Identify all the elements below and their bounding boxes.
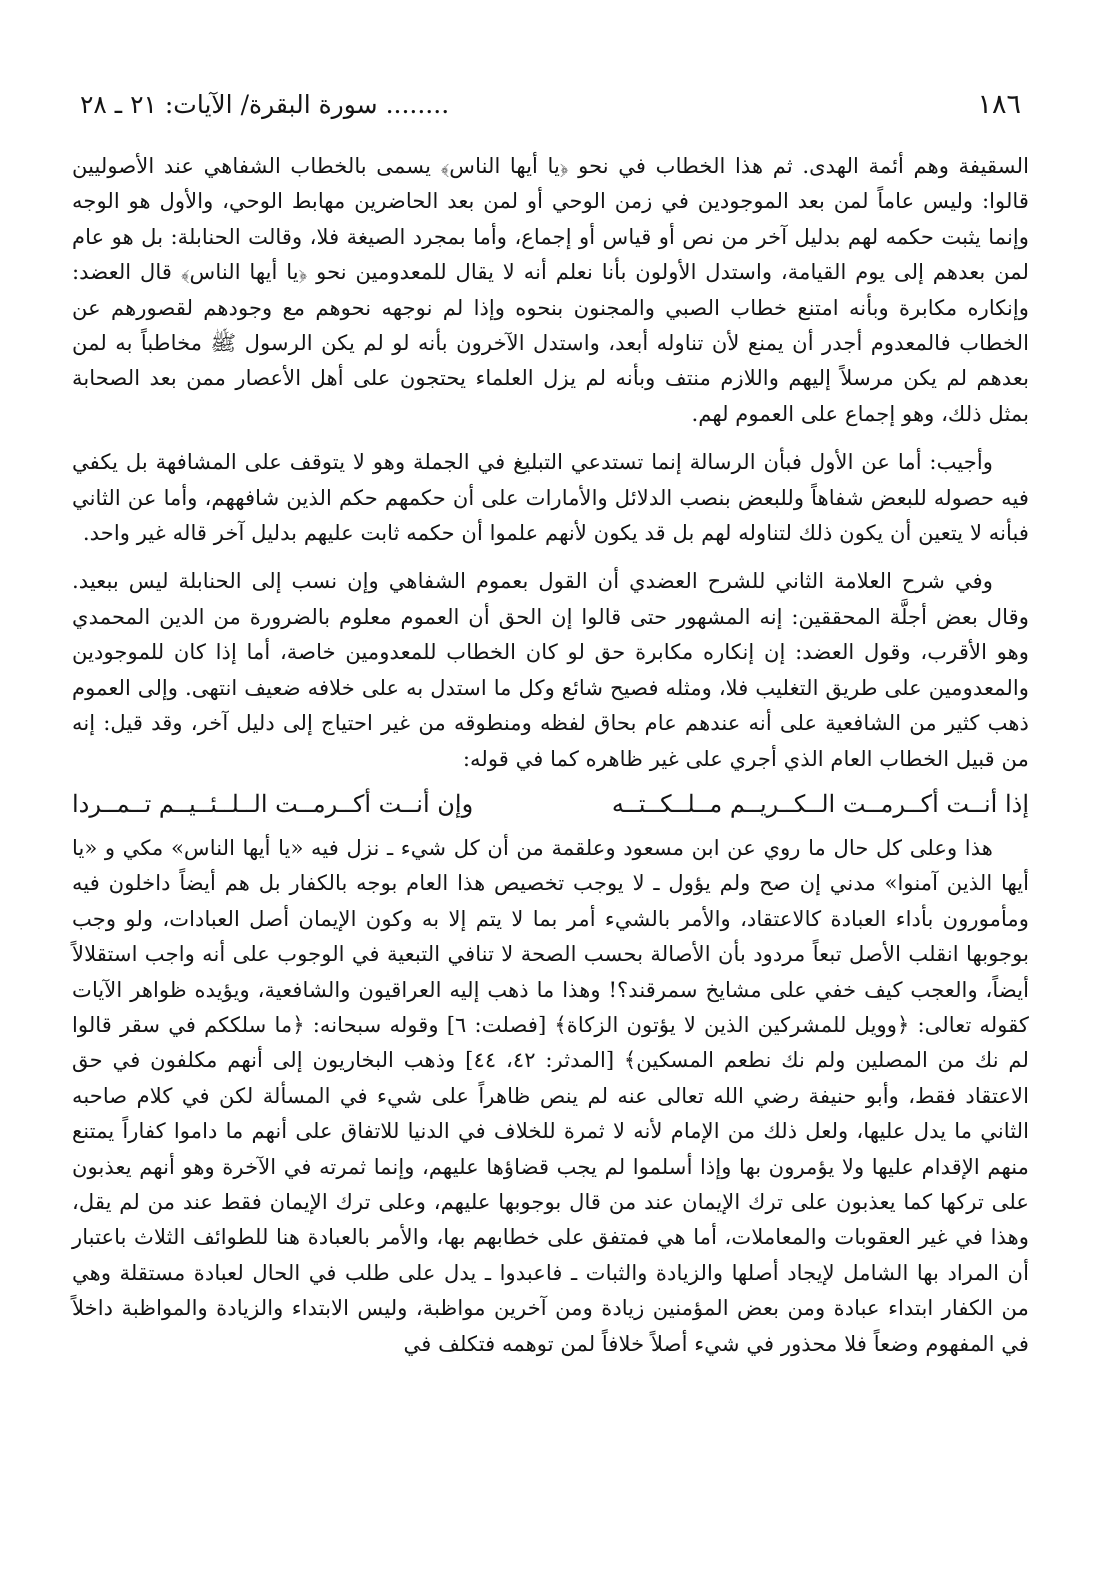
poetry-verse — [72, 786, 1029, 822]
paragraph-1: السقيفة وهم أئمة الهدى. ثم هذا الخطاب في نحو ﴿يا أيها الناس﴾ يسمى بالخطاب الشفاهي عند الأصوليين قالوا: وليس عاماً لمن بعد الموجودين في زمن الوحي أو لمن بعد الحاضرين مهابط الوحي، والأول هو الوجه وإنما يثبت حكمه لهم بدليل آخر من نص أو قياس أو إجماع، وأما بمجرد الصيغة فلا، وقالت الحنابلة: بل هو عام لمن بعدهم إلى يوم القيامة، واستدل الأولون بأنا نعلم أنه لا يقال للمعدومين نحو ﴿يا أيها الناس﴾ قال العضد: وإنكاره مكابرة وبأنه امتنع خطاب الصبي والمجنون بنحوه وإذا لم نوجهه نحوهم مع وجودهم لقصورهم عن الخطاب فالمعدوم أجدر أن يمنع لأن تناوله أبعد، واستدل الآخرون بأنه لو لم يكن الرسول ﷺ مخاطباً به لمن بعدهم لم يكن مرسلاً إليهم واللازم منتف وبأنه لم يزل العلماء يحتجون على أهل الأعصار ممن بعد الصحابة بمثل ذلك، وهو إجماع على العموم لهم. — [72, 153, 1029, 426]
verse-second-hemistich: وإن أنــت أكــرمــت الــلــئــيــم تــمــردا — [72, 789, 474, 818]
paragraph-4: هذا وعلى كل حال ما روي عن ابن مسعود وعلقمة من أن كل شيء ـ نزل فيه «يا أيها الناس» مكي و «يا أيها الذين آمنوا» مدني إن صح ولم يؤول ـ لا يوجب تخصيص هذا العام بوجه بالكفار بل هم أيضاً داخلون فيه ومأمورون بأداء العبادة كالاعتقاد، والأمر بالشيء أمر بما لا يتم إلا به وكون الإيمان أصل العبادات، ولو وجب بوجوبها انقلب الأصل تبعاً مردود بأن الأصالة بحسب الصحة لا تنافي التبعية في الوجوب على أنه واجب استقلالاً أيضاً، والعجب كيف خفي على مشايخ سمرقند؟! وهذا ما ذهب إليه العراقيون والشافعية، ويؤيده ظواهر الآيات كقوله تعالى: ﴿وويل للمشركين الذين لا يؤتون الزكاة﴾ [فصلت: ٦] وقوله سبحانه: ﴿ما سلككم في سقر قالوا لم نك من المصلين ولم نك نطعم المسكين﴾ [المدثر: ٤٢، ٤٤] وذهب البخاريون إلى أنهم مكلفون في حق الاعتقاد فقط، وأبو حنيفة رضي الله تعالى عنه لم ينص ظاهراً على شيء في المسألة لكن في كلام صاحبه الثاني ما يدل عليها، ولعل ذلك من الإمام لأنه لا ثمرة للخلاف في الدنيا للاتفاق على أنهم ما داموا كفاراً يمتنع منهم الإقدام عليها ولا يؤمرون بها وإذا أسلموا لم يجب قضاؤها عليهم، وإنما ثمرته في الآخرة وهو أنهم يعذبون على تركها كما يعذبون على ترك الإيمان عند من قال بوجوبها عليهم، وعلى ترك الإيمان فقط عند من لم يقل، وهذا في غير العقوبات والمعاملات، أما هي فمتفق على خطابهم بها، والأمر بالعبادة هنا للطوائف الثلاث باعتبار أن المراد بها الشامل لإيجاد أصلها والزيادة والثبات ـ فاعبدوا ـ يدل على طلب في الحال لعبادة مستقلة وهي من الكفار ابتداء عبادة ومن بعض المؤمنين زيادة ومن آخرين مواظبة، وليس الابتداء والزيادة والمواظبة داخلاً في المفهوم وضعاً فلا محذور في شيء أصلاً خلافاً لمن توهمه فتكلف في — [72, 834, 1029, 1356]
page-body — [72, 148, 1029, 1361]
page-header — [80, 84, 1021, 124]
running-title: ........ سورة البقرة/ الآيات: ٢١ ـ ٢٨ — [80, 89, 450, 119]
paragraph-3: وفي شرح العلامة الثاني للشرح العضدي أن القول بعموم الشفاهي وإن نسب إلى الحنابلة ليس ببعيد. وقال بعض أجلَّة المحققين: إنه المشهور حتى قالوا إن الحق أن العموم معلوم بالضرورة من الدين المحمدي وهو الأقرب، وقول العضد: إن إنكاره مكابرة حق لو كان الخطاب للمعدومين خاصة، أما إذا كان للموجودين والمعدومين على طريق التغليب فلا، ومثله فصيح شائع وكل ما استدل به على خلافه ضعيف انتهى. وإلى العموم ذهب كثير من الشافعية على أنه عندهم عام بحاق لفظه ومنطوقه من غير احتياج إلى دليل آخر، وقد قيل: إنه من قبيل الخطاب العام الذي أجري على غير ظاهره كما في قوله: — [72, 568, 1029, 771]
page-number: ١٨٦ — [977, 88, 1021, 120]
verse-first-hemistich: إذا أنــت أكــرمــت الــكــريــم مــلــكــتــه — [611, 789, 1029, 818]
paragraph-2: وأجيب: أما عن الأول فبأن الرسالة إنما تستدعي التبليغ في الجملة وهو لا يتوقف على المشافهة بل يكفي فيه حصوله للبعض شفاهاً وللبعض بنصب الدلائل والأمارات على أن حكمهم حكم الذين شافههم، وأما عن الثاني فبأنه لا يتعين أن يكون ذلك لتناوله لهم بل قد يكون لأنهم علموا أن حكمه ثابت عليهم بدليل آخر قاله غير واحد. — [72, 449, 1029, 546]
